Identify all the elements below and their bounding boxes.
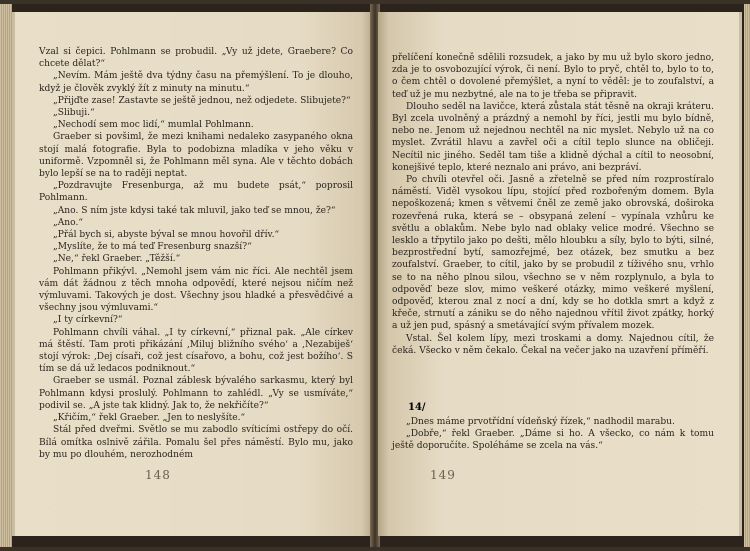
paragraph: „Přál bych si, abyste býval se mnou hovořil dřív.“ — [53, 230, 280, 241]
paragraph: „Přijďte zase! Zastavte se ještě jednou, než odjedete. Slibujete?“ — [53, 95, 351, 106]
left-page — [12, 12, 372, 536]
paragraph: Vstal. Šel kolem lípy, mezi troskami a domy. Najednou cítil, že čeká. Všecko v něm čekalo. Čekal na večer jako na uzavření příměří. — [392, 333, 714, 356]
paragraph: „Nechodí sem moc lidí,“ mumlal Pohlmann. — [53, 120, 254, 131]
paragraph: „I ty církevní?“ — [53, 315, 123, 326]
paragraph: „Nevím. Mám ještě dva týdny času na přemýšlení. To je dlouho, když je člověk zvyklý žít z minuty na minutu.“ — [39, 71, 353, 94]
paragraph: Dlouho seděl na lavičce, která zůstala stát těsně na okraji kráteru. Byl zcela uvolněný a prázdný a nemohl by říci, jestli mu bylo bídně, nebo ne. Jenom už nejednou nechtěl na nic myslet. Nebylo už na co myslet. Zvrátil hlavu a zavřel oči a cítil teplo slunce na obličeji. Necítil nic jiného. Seděl tam tiše a klidně dýchal a cítil to neosobní, konejšivé teplo, které neznalo ani právo, ani bezpráví. — [392, 101, 714, 173]
left-page-number: 148 — [145, 468, 171, 482]
left-page-text — [39, 46, 353, 461]
paragraph: „Pozdravujte Fresenburga, až mu budete psát,“ poprosil Pohlmann. — [39, 181, 353, 204]
paragraph: „Dobře,“ řekl Graeber. „Dáme si ho. A všecko, co nám k tomu ještě doporučíte. Spoléháme se zcela na vás.“ — [392, 429, 714, 452]
paragraph: „Dnes máme prvotřídní vídeňský řízek,“ nadhodil marabu. — [406, 417, 675, 427]
right-page-number: 149 — [430, 468, 456, 482]
paragraph: „Ano. S ním jste kdysi také tak mluvil, jako teď se mnou, že?“ — [53, 205, 336, 216]
paragraph: přelíčení konečně sdělili rozsudek, a jako by mu už bylo skoro jedno, zda je to osvobozující výrok, či není. Bylo to pryč, chtěl to, bylo to to, o čem chtěl o dovolené přemýšlet, a nyní to věděl: je to zoufalství, a teď už je mu nezbytné, ale na to je třeba se připravit. — [392, 53, 714, 100]
paragraph: Po chvíli otevřel oči. Jasně a zřetelně se před ním rozprostíralo náměstí. Viděl vysokou lípu, stojící před rozbořeným domem. Byla nepoškozená; kmen s větvemi čněl ze země jako obrovská, doširoka rozevřená ruka, která se – obsypaná zelení – vypínala vzhůru ke světlu a oblakům. Nebe bylo nad oblaky velice modré. Všechno se lesklo a třpytilo jako po dešti, mělo hloubku a síly, bylo to býti, silné, bezprostřední bytí, samozřejmé, bez otázek, bez smutku a bez zoufalství. Graeber, to cítil, jako by se probudil z tíživého snu, vrhlo se to na něho plnou silou, všechno se v něm rozplynulo, a byla to odpověď beze slov, mimo veškeré otázky, mimo veškeré myšlení, odpověď, kterou znal z nocí a dní, kdy se ho dotkla smrt a když z křeče, strnutí a zániku se do něho najednou vřítil život zpátky, horký a už jen pud, spásný a smetávající svým přívalem mozek. — [392, 175, 714, 332]
paragraph: Vzal si čepici. Pohlmann se probudil. „Vy už jdete, Graebere? Co chcete dělat?“ — [39, 47, 353, 70]
paragraph: Stál před dveřmi. Světlo se mu zabodlo svíticími ostřepy do očí. Bílá omítka oslnivě zářila. Pomalu šel přes náměstí. Bylo mu, jako by mu po dlouhém, nerozhodném — [39, 425, 353, 460]
right-page-text — [392, 52, 714, 357]
paragraph: „Myslíte, že to má teď Fresenburg snazší?“ — [53, 242, 252, 253]
right-page-text-after-chapter — [392, 416, 714, 453]
paragraph: Pohlmann přikývl. „Nemohl jsem vám nic říci. Ale nechtěl jsem vám dát žádnou z těch mnoha odpovědí, které nejsou ničím než výmluvami. Takových je dost. Všechny jsou hladké a přesvědčivé a všechny jsou výmluvami.“ — [39, 266, 353, 314]
paragraph: „Ano.“ — [53, 217, 83, 228]
chapter-number: 14/ — [408, 402, 426, 413]
left-page-edges — [0, 4, 12, 547]
open-book — [10, 4, 748, 547]
paragraph: Graeber si povšiml, že mezi knihami nedaleko zasypaného okna stojí malá fotografie. Byla to podobizna mladíka v jeho věku v uniformě. Vzpomněl si, že Pohlmann měl syna. Ale v těchto dobách bylo lepší se na to raději neptat. — [39, 132, 353, 180]
paragraph: Graeber se usmál. Poznal záblesk bývalého sarkasmu, který byl Pohlmann kdysi proslulý. Pohlmann to zahlédl. „Vy se usmíváte,“ podivil se. „A jste tak klidný. Jak to, že nekřičíte?“ — [39, 376, 353, 411]
right-page — [378, 12, 742, 536]
paragraph: „Křičím,“ řekl Graeber. „Jen to neslyšíte.“ — [53, 413, 246, 424]
paragraph: Pohlmann chvíli váhal. „I ty církevní,“ přiznal pak. „Ale církev má štěstí. Tam proti přikázání ‚Miluj bližního svého‘ a ‚Nezabiješ‘ stojí výrok: ‚Dej císaři, což jest císařovo, a bohu, což jest božího‘. S tím se dá už ledacos podniknout.“ — [39, 327, 353, 375]
paragraph: „Slibuji.“ — [53, 108, 95, 119]
paragraph: „Ne,“ řekl Graeber. „Těžší.“ — [53, 254, 181, 265]
right-page-edges — [744, 4, 750, 547]
